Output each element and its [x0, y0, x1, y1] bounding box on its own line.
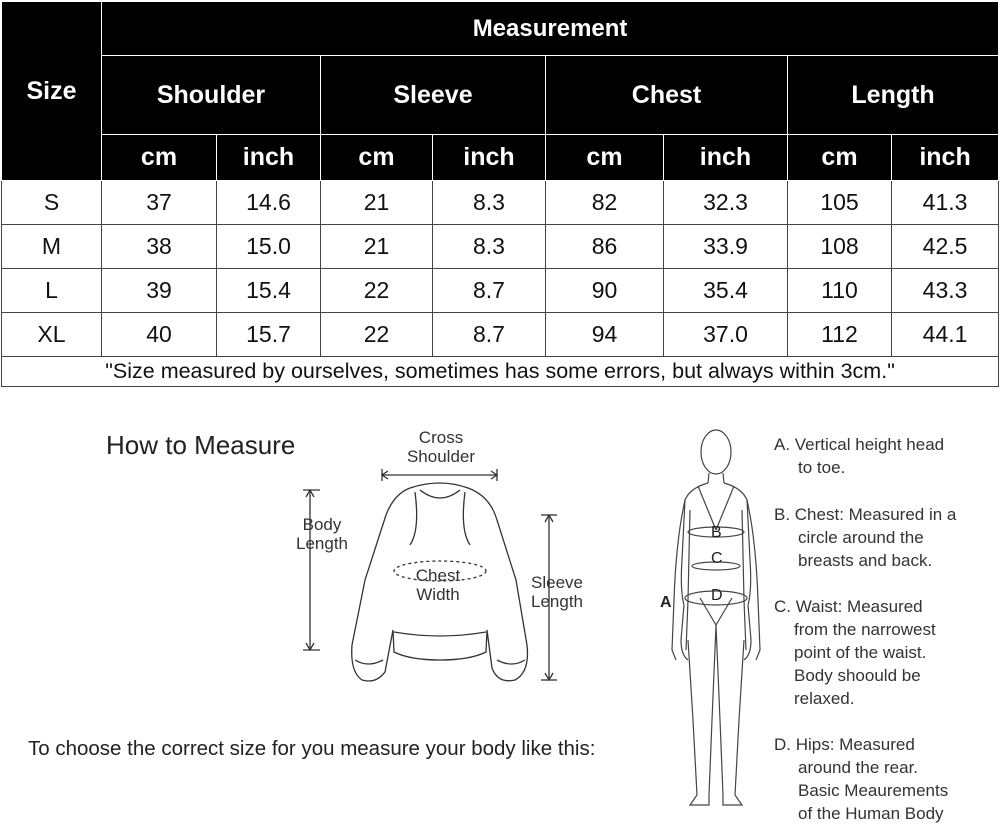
- table-cell: 15.4: [217, 269, 321, 313]
- marker-c: C: [711, 550, 723, 567]
- how-to-measure-title: How to Measure: [106, 430, 296, 460]
- table-cell: 41.3: [892, 181, 999, 225]
- note-c-line5: relaxed.: [794, 689, 855, 708]
- table-row: [2, 181, 999, 225]
- note-a-line1: A. Vertical height head: [774, 435, 945, 454]
- sleeve-length-label: [524, 573, 590, 611]
- table-cell: 8.3: [433, 181, 546, 225]
- table-cell: 21: [321, 181, 433, 225]
- note-a-line2: to toe.: [798, 458, 846, 477]
- note-b: [774, 503, 956, 572]
- size-cell: L: [2, 269, 102, 313]
- table-cell: 32.3: [664, 181, 788, 225]
- table-cell: 90: [546, 269, 664, 313]
- note-d: [774, 733, 948, 825]
- body-length-line1: Body: [302, 515, 342, 534]
- note-d-line4: of the Human Body: [798, 804, 944, 823]
- note-b-line2: circle around the: [798, 528, 924, 547]
- table-row: [2, 269, 999, 313]
- table-cell: 8.3: [433, 225, 546, 269]
- table-row: [2, 225, 999, 269]
- table-cell: 38: [102, 225, 217, 269]
- table-cell: 8.7: [433, 269, 546, 313]
- size-note: "Size measured by ourselves, sometimes has some errors, but always within 3cm.": [2, 357, 999, 387]
- body-length-label: [287, 515, 357, 553]
- note-a: [774, 433, 944, 479]
- unit-inch-header: inch: [433, 135, 546, 181]
- table-cell: 15.0: [217, 225, 321, 269]
- size-cell: XL: [2, 313, 102, 357]
- unit-inch-header: inch: [217, 135, 321, 181]
- table-cell: 42.5: [892, 225, 999, 269]
- sleeve-length-line1: Sleeve: [531, 573, 583, 592]
- chest-width-label: [405, 566, 471, 604]
- table-cell: 112: [788, 313, 892, 357]
- table-cell: 39: [102, 269, 217, 313]
- note-c: [774, 595, 936, 710]
- sleeve-header: Sleeve: [321, 56, 546, 135]
- unit-inch-header: inch: [892, 135, 999, 181]
- table-cell: 37.0: [664, 313, 788, 357]
- chest-width-line1: Chest: [415, 566, 461, 585]
- cross-shoulder-line1: Cross: [418, 428, 464, 447]
- note-c-line2: from the narrowest: [794, 620, 936, 639]
- table-cell: 94: [546, 313, 664, 357]
- table-cell: 22: [321, 269, 433, 313]
- note-d-line2: around the rear.: [798, 758, 919, 777]
- note-d-line1: D. Hips: Measured: [774, 735, 915, 754]
- table-cell: 14.6: [217, 181, 321, 225]
- note-c-line1: C. Waist: Measured: [774, 597, 923, 616]
- note-c-line3: point of the waist.: [794, 643, 927, 662]
- table-cell: 15.7: [217, 313, 321, 357]
- unit-inch-header: inch: [664, 135, 788, 181]
- body-length-line2: Length: [296, 534, 348, 553]
- note-b-line1: B. Chest: Measured in a: [774, 505, 957, 524]
- note-d-line3: Basic Meaurements: [798, 781, 949, 800]
- table-cell: 110: [788, 269, 892, 313]
- table-cell: 44.1: [892, 313, 999, 357]
- instruction-text: To choose the correct size for you measure your body like this:: [28, 737, 596, 760]
- table-cell: 86: [546, 225, 664, 269]
- table-cell: 8.7: [433, 313, 546, 357]
- size-cell: M: [2, 225, 102, 269]
- table-cell: 22: [321, 313, 433, 357]
- measurement-header: Measurement: [102, 2, 999, 56]
- size-chart-table: [1, 1, 999, 387]
- table-cell: 43.3: [892, 269, 999, 313]
- unit-cm-header: cm: [788, 135, 892, 181]
- size-header: Size: [2, 2, 102, 181]
- size-cell: S: [2, 181, 102, 225]
- note-c-line4: Body shoould be: [794, 666, 921, 685]
- table-cell: 37: [102, 181, 217, 225]
- shoulder-header: Shoulder: [102, 56, 321, 135]
- chest-width-line2: Width: [416, 585, 460, 604]
- table-cell: 33.9: [664, 225, 788, 269]
- marker-a: A: [660, 594, 672, 611]
- table-cell: 35.4: [664, 269, 788, 313]
- table-cell: 108: [788, 225, 892, 269]
- table-cell: 40: [102, 313, 217, 357]
- length-header: Length: [788, 56, 999, 135]
- unit-cm-header: cm: [546, 135, 664, 181]
- chest-header: Chest: [546, 56, 788, 135]
- marker-d: D: [711, 587, 723, 604]
- table-row: [2, 313, 999, 357]
- unit-cm-header: cm: [321, 135, 433, 181]
- note-b-line3: breasts and back.: [798, 551, 933, 570]
- table-cell: 21: [321, 225, 433, 269]
- table-cell: 82: [546, 181, 664, 225]
- cross-shoulder-line2: Shoulder: [406, 447, 476, 466]
- table-cell: 105: [788, 181, 892, 225]
- unit-cm-header: cm: [102, 135, 217, 181]
- cross-shoulder-label: [396, 428, 486, 466]
- marker-b: B: [711, 524, 722, 541]
- sleeve-length-line2: Length: [531, 592, 583, 611]
